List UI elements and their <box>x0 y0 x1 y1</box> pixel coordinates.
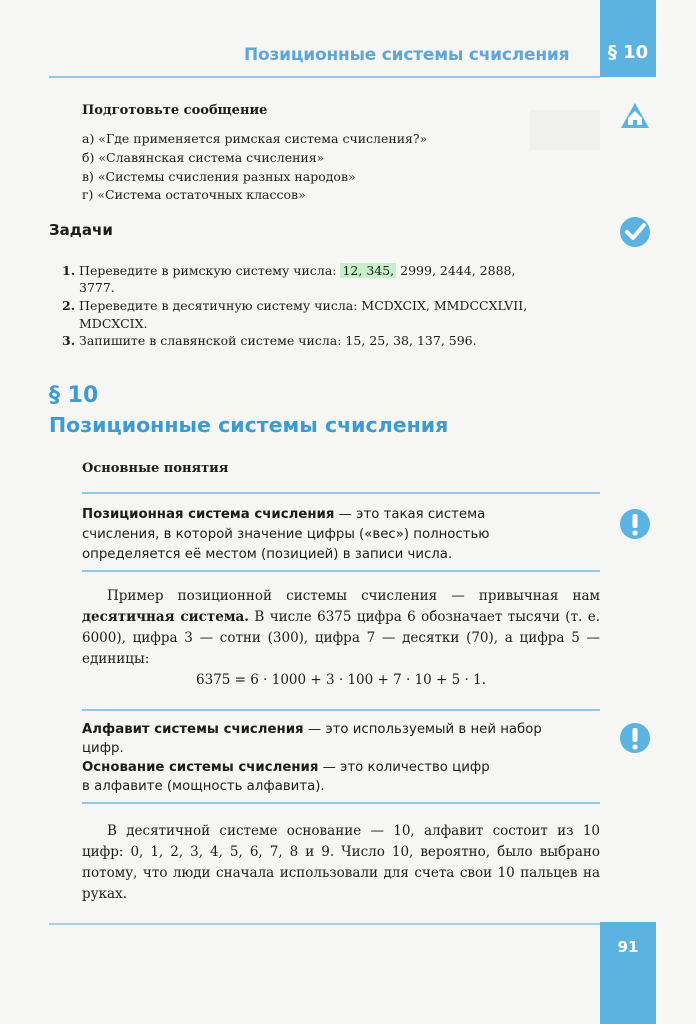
definition-line: счисления, в которой значение цифры («вес») полностью <box>82 527 490 542</box>
page-number: 91 <box>617 938 639 956</box>
prepare-item: а) «Где применяется римская система счисления?» <box>82 131 428 146</box>
home-icon <box>618 100 652 134</box>
paragraph: В десятичной системе основание — 10, алфавит состоит из 10 цифр: 0, 1, 2, 3, 4, 5, 6, 7, 8 и 9. Число 10, вероятно, было выбрано потому, что люди сначала использовали для счета свои 10 пальцев на руках. <box>82 823 600 902</box>
paragraph-bold: десятичная система. <box>82 609 250 625</box>
definition-term: Алфавит системы счисления <box>82 722 304 737</box>
exclamation-icon <box>618 507 652 541</box>
definition-rule-top <box>82 492 600 494</box>
footer-rule <box>49 923 600 925</box>
task-number: 3. <box>62 333 76 348</box>
section-tab <box>600 0 656 77</box>
bleed-through-shade <box>530 110 600 150</box>
task-number: 2. <box>62 298 76 313</box>
definition-line <box>82 505 485 525</box>
definition-line <box>82 720 542 740</box>
task-2-line-1 <box>62 297 527 315</box>
checkmark-icon <box>618 215 652 249</box>
paragraph-text: В числе 6375 цифра 6 обозначает тысячи (т. е. 6000), цифра 3 — сотни (300), цифра 7 — десятки (70), а цифра 5 — единицы: <box>82 609 600 667</box>
prepare-item: г) «Система остаточных классов» <box>82 187 306 202</box>
task-text: Переведите в десятичную систему числа: MCDXCIX, MMDCCXLVII, <box>79 298 528 313</box>
formula: 6375 = 6 · 1000 + 3 · 100 + 7 · 10 + 5 · 1. <box>196 672 486 688</box>
definition-rule-bottom <box>82 802 600 804</box>
definition-text: — это такая система <box>334 507 486 522</box>
task-text: Запишите в славянской системе числа: 15, 25, 38, 137, 596. <box>79 333 477 348</box>
prepare-item: б) «Славянская система счисления» <box>82 150 325 165</box>
task-text: 2999, 2444, 2888, <box>400 263 516 278</box>
section-number: § 10 <box>49 383 99 408</box>
definition-text: — это количество цифр <box>318 760 490 775</box>
task-text: Переведите в римскую систему числа: <box>79 263 337 278</box>
prepare-item: в) «Системы счисления разных народов» <box>82 169 356 184</box>
definition-line: в алфавите (мощность алфавита). <box>82 779 325 794</box>
definition-line: цифр. <box>82 741 124 756</box>
page-number-tab <box>600 922 656 1024</box>
task-3 <box>62 332 477 350</box>
definition-term: Основание системы счисления <box>82 760 319 775</box>
section-tab-label: § 10 <box>607 42 649 63</box>
definition-term: Позиционная система счисления <box>82 507 335 522</box>
header-rule <box>49 76 600 78</box>
section-title: Позиционные системы счисления <box>49 413 449 437</box>
basics-heading: Основные понятия <box>82 461 229 476</box>
exclamation-icon <box>618 721 652 755</box>
definition-line <box>82 758 490 778</box>
tasks-heading: Задачи <box>49 221 113 239</box>
paragraph <box>82 586 600 670</box>
highlighted-text: 12, 345, <box>342 263 395 278</box>
prepare-heading: Подготовьте сообщение <box>82 103 268 118</box>
definition-line: определяется её местом (позицией) в записи числа. <box>82 547 453 562</box>
task-1-line-1 <box>62 262 515 280</box>
task-number: 1. <box>62 263 76 278</box>
definition-rule-top <box>82 709 600 711</box>
definition-rule-bottom <box>82 570 600 572</box>
task-2-line-2: MDCXCIX. <box>79 316 148 331</box>
running-title: Позиционные системы счисления <box>244 45 570 65</box>
task-1-line-2: 3777. <box>79 280 115 295</box>
paragraph-text: Пример позиционной системы счисления — привычная нам <box>107 588 600 604</box>
definition-text: — это используемый в ней набор <box>303 722 542 737</box>
